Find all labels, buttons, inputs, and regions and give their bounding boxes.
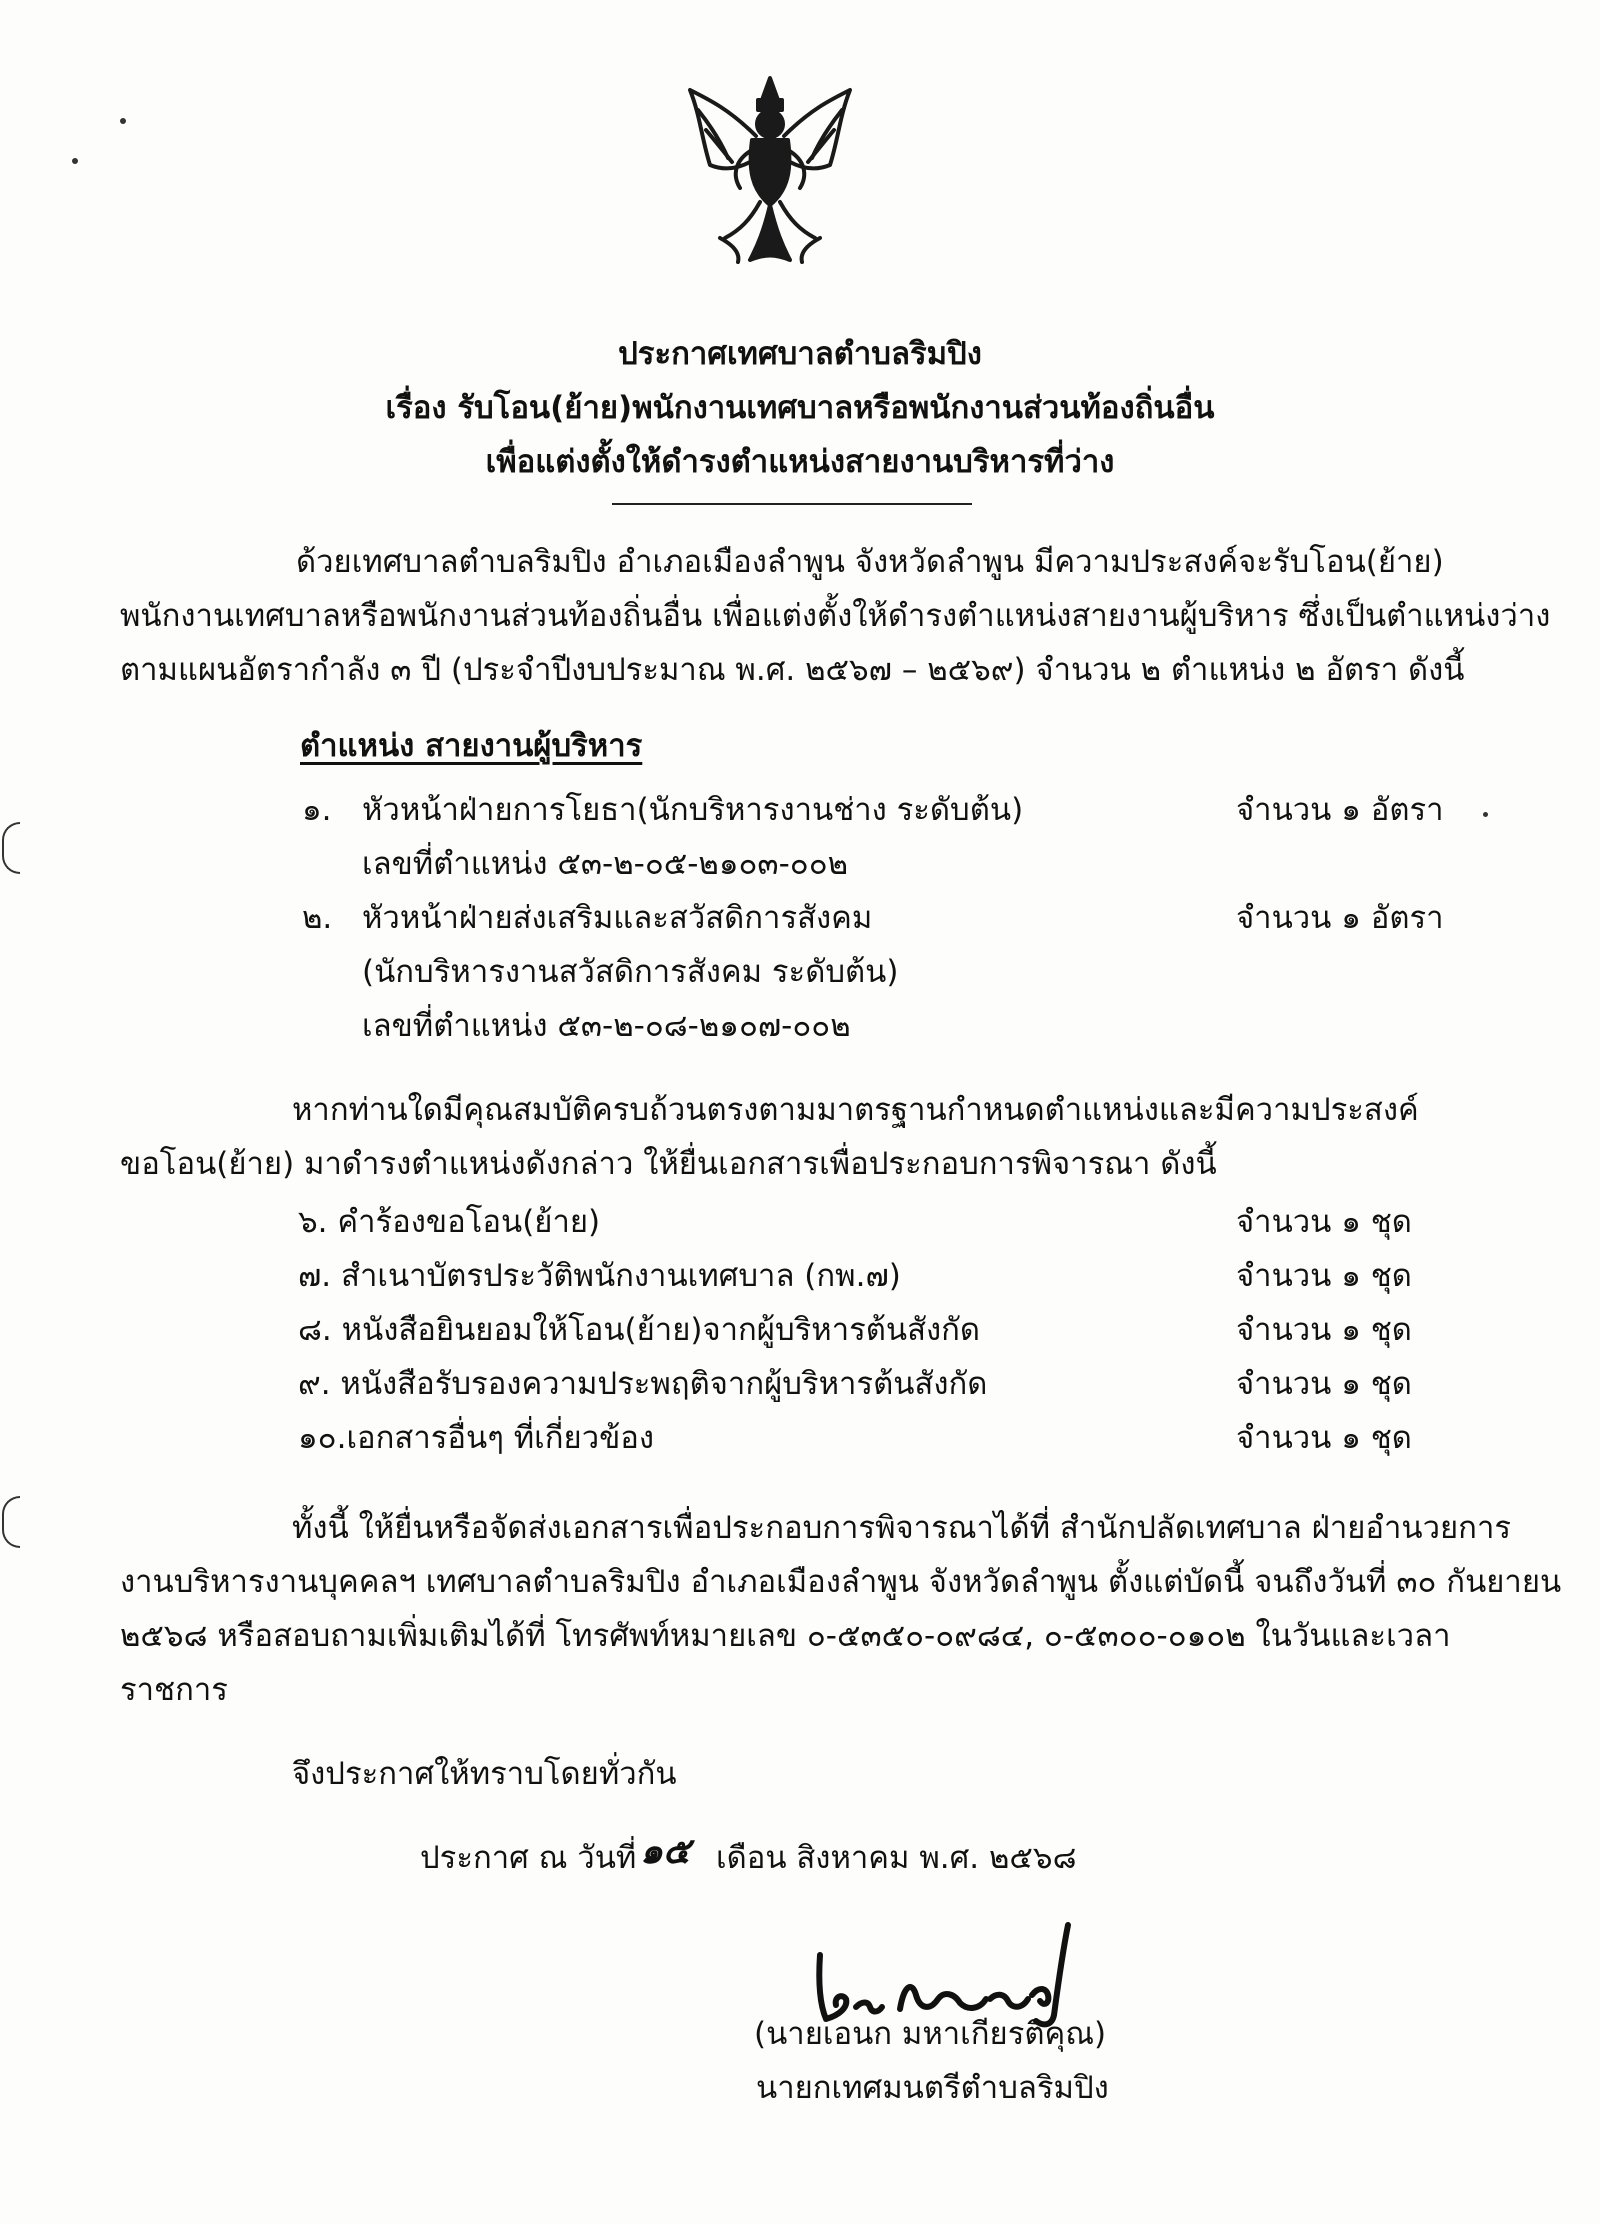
submission-line-3: ๒๕๖๘ หรือสอบถามเพิ่มเติมได้ที่ โทรศัพท์หมายเลข ๐-๕๓๕๐-๐๙๘๔, ๐-๕๓๐๐-๐๑๐๒ ในวันและเวลา xyxy=(120,1618,1451,1654)
announcement-title: ประกาศเทศบาลตำบลริมปิง xyxy=(618,336,982,372)
document-item-label: ๑๐.เอกสารอื่นๆ ที่เกี่ยวข้อง xyxy=(298,1420,655,1456)
submission-line-2: งานบริหารงานบุคคลฯ เทศบาลตำบลริมปิง อำเภอเมืองลำพูน จังหวัดลำพูน ตั้งแต่บัดนี้ จนถึงวันที่ ๓๐ กันยายน xyxy=(120,1564,1562,1600)
position-count: จำนวน ๑ อัตรา xyxy=(1236,900,1444,936)
announce-date-day: ๑๕ xyxy=(640,1831,691,1872)
submission-line-1: ทั้งนี้ ให้ยื่นหรือจัดส่งเอกสารเพื่อประกอบการพิจารณาได้ที่ สำนักปลัดเทศบาล ฝ่ายอำนวยการ xyxy=(292,1510,1512,1546)
qualification-line-2: ขอโอน(ย้าย) มาดำรงตำแหน่งดังกล่าว ให้ยื่นเอกสารเพื่อประกอบการพิจารณา ดังนี้ xyxy=(120,1146,1217,1182)
intro-line-1: ด้วยเทศบาลตำบลริมปิง อำเภอเมืองลำพูน จังหวัดลำพูน มีความประสงค์จะรับโอน(ย้าย) xyxy=(296,544,1444,580)
title-divider xyxy=(612,503,972,505)
positions-heading: ตำแหน่ง สายงานผู้บริหาร xyxy=(300,728,643,764)
subject-line-2: เพื่อแต่งตั้งให้ดำรงตำแหน่งสายงานบริหารที่ว่าง xyxy=(485,444,1115,480)
document-item-label: ๘. หนังสือยินยอมให้โอน(ย้าย)จากผู้บริหารต้นสังกัด xyxy=(298,1312,981,1348)
document-item-label: ๗. สำเนาบัตรประวัติพนักงานเทศบาล (กพ.๗) xyxy=(298,1258,901,1294)
position-code: เลขที่ตำแหน่ง ๕๓-๒-๐๕-๒๑๐๓-๐๐๒ xyxy=(362,846,849,882)
position-title: หัวหน้าฝ่ายการโยธา(นักบริหารงานช่าง ระดับต้น) xyxy=(362,792,1024,828)
position-title: หัวหน้าฝ่ายส่งเสริมและสวัสดิการสังคม xyxy=(362,900,873,936)
position-number: ๒. xyxy=(302,900,333,936)
position-code: เลขที่ตำแหน่ง ๕๓-๒-๐๘-๒๑๐๗-๐๐๒ xyxy=(362,1008,851,1044)
document-item-label: ๖. คำร้องขอโอน(ย้าย) xyxy=(298,1204,601,1240)
position-subtitle: (นักบริหารงานสวัสดิการสังคม ระดับต้น) xyxy=(362,954,899,990)
signer-position: นายกเทศมนตรีตำบลริมปิง xyxy=(756,2070,1109,2106)
garuda-emblem-icon xyxy=(680,70,860,270)
announce-date-prefix: ประกาศ ณ วันที่ xyxy=(420,1840,637,1876)
subject-line-1: เรื่อง รับโอน(ย้าย)พนักงานเทศบาลหรือพนักงานส่วนท้องถิ่นอื่น xyxy=(385,390,1215,426)
closing-statement: จึงประกาศให้ทราบโดยทั่วกัน xyxy=(292,1756,677,1792)
document-item-count: จำนวน ๑ ชุด xyxy=(1236,1312,1412,1348)
qualification-line-1: หากท่านใดมีคุณสมบัติครบถ้วนตรงตามมาตรฐานกำหนดตำแหน่งและมีความประสงค์ xyxy=(292,1092,1419,1128)
punch-hole-mark xyxy=(2,822,20,874)
document-item-count: จำนวน ๑ ชุด xyxy=(1236,1366,1412,1402)
position-count: จำนวน ๑ อัตรา xyxy=(1236,792,1444,828)
scan-speck xyxy=(120,118,126,124)
document-item-count: จำนวน ๑ ชุด xyxy=(1236,1258,1412,1294)
intro-line-2: พนักงานเทศบาลหรือพนักงานส่วนท้องถิ่นอื่น เพื่อแต่งตั้งให้ดำรงตำแหน่งสายงานผู้บริหาร ซึ่งเป็นตำแหน่งว่าง xyxy=(120,598,1551,634)
signer-name: (นายเอนก มหาเกียรติคุณ) xyxy=(754,2016,1107,2052)
submission-line-4: ราชการ xyxy=(120,1672,228,1708)
punch-hole-mark xyxy=(2,1496,20,1548)
position-number: ๑. xyxy=(302,792,332,828)
announce-date-suffix: เดือน สิงหาคม พ.ศ. ๒๕๖๘ xyxy=(716,1840,1077,1876)
document-item-count: จำนวน ๑ ชุด xyxy=(1236,1204,1412,1240)
document-item-label: ๙. หนังสือรับรองความประพฤติจากผู้บริหารต้นสังกัด xyxy=(298,1366,988,1402)
scan-speck xyxy=(1483,812,1488,817)
intro-line-3: ตามแผนอัตรากำลัง ๓ ปี (ประจำปีงบประมาณ พ.ศ. ๒๕๖๗ – ๒๕๖๙) จำนวน ๒ ตำแหน่ง ๒ อัตรา ดังนี้ xyxy=(120,652,1465,688)
scan-speck xyxy=(72,158,78,164)
document-item-count: จำนวน ๑ ชุด xyxy=(1236,1420,1412,1456)
